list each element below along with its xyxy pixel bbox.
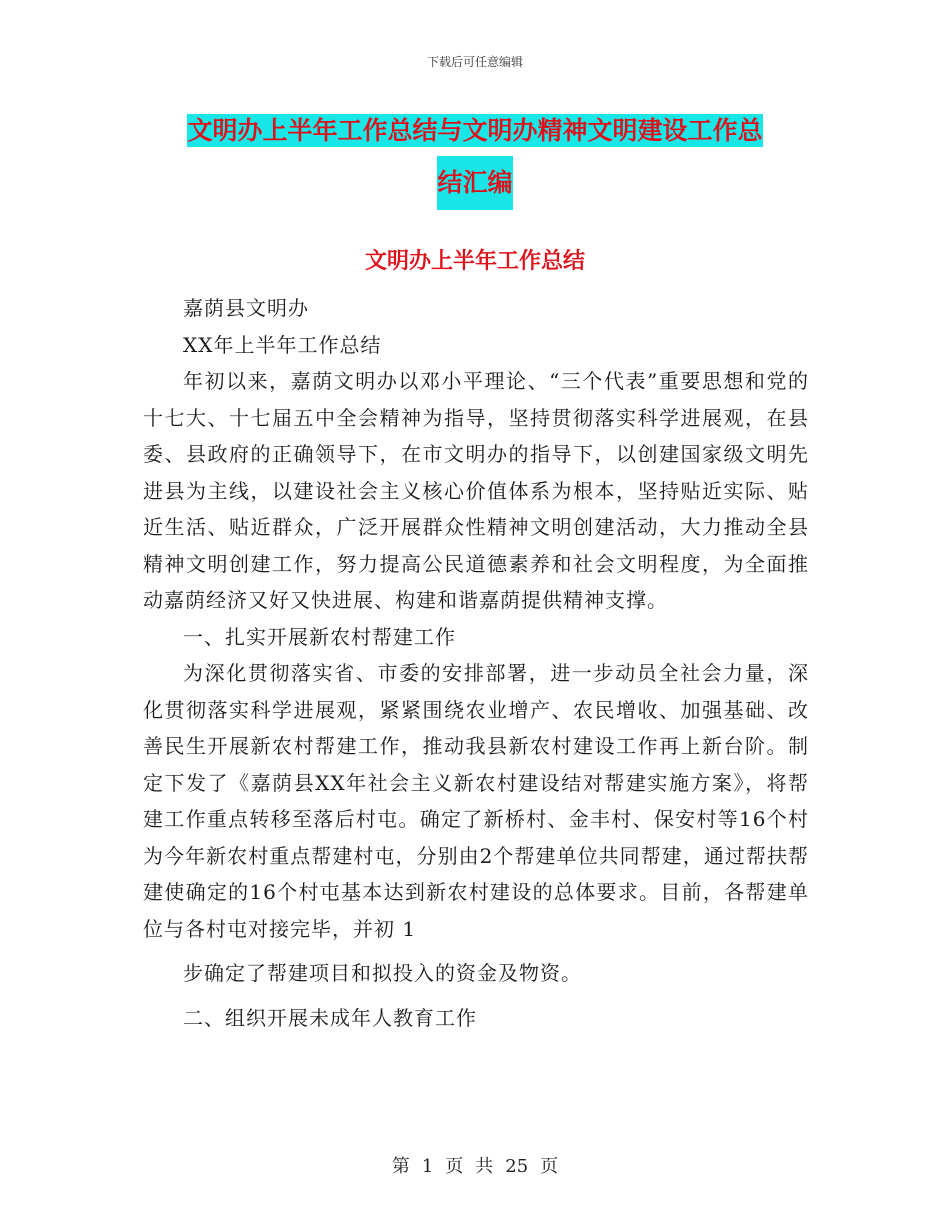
footer-page-label: 页: [445, 1156, 464, 1177]
footer-suffix: 页: [540, 1156, 559, 1177]
footer-prefix: 第: [391, 1156, 410, 1177]
footer-total-label: 共: [475, 1156, 494, 1177]
document-body: [143, 290, 809, 1036]
paragraph-body-1: 为深化贯彻落实省、市委的安排部署，进一步动员全社会力量，深化贯彻落实科学进展观，紧紧围绕农业增产、农民增收、加强基础、改善民生开展新农村帮建工作，推动我县新农村建设工作再上新台阶。制定下发了《嘉荫县XX年社会主义新农村建设结对帮建实施方案》，将帮建工作重点转移至落后村屯。确定了新桥村、金丰村、保安村等16个村为今年新农村重点帮建村屯，分别由2个帮建单位共同帮建，通过帮扶帮建使确定的16个村屯基本达到新农村建设的总体要求。目前，各帮建单位与各村屯对接完毕，并初 1: [143, 661, 809, 941]
paragraph-heading-1: 一、扎实开展新农村帮建工作: [183, 624, 456, 649]
document-title-line2: 结汇编: [437, 156, 512, 210]
document-title: [0, 106, 950, 210]
header-note: 下载后可任意编辑: [426, 55, 523, 69]
paragraph-intro: 年初以来，嘉荫文明办以邓小平理论、“三个代表”重要思想和党的十七大、十七届五中全会精神为指导，坚持贯彻落实科学进展观，在县委、县政府的正确领导下，在市文明办的指导下，以创建国家级文明先进县为主线，以建设社会主义核心价值体系为根本，坚持贴近实际、贴近生活、贴近群众，广泛开展群众性精神文明创建活动，大力推动全县精神文明创建工作，努力提高公民道德素养和社会文明程度，为全面推动嘉荫经济又好又快进展、构建和谐嘉荫提供精神支撑。: [143, 369, 809, 612]
paragraph-subtitle: XX年上半年工作总结: [183, 332, 382, 357]
footer-page-current: 1: [421, 1156, 434, 1177]
paragraph-heading-2: 二、组织开展未成年人教育工作: [183, 1005, 477, 1030]
section-title: 文明办上半年工作总结: [364, 249, 585, 274]
document-title-line1: 文明办上半年工作总结与文明办精神文明建设工作总: [187, 116, 763, 145]
page-footer: [0, 1152, 950, 1178]
paragraph-body-1-continued: 步确定了帮建项目和拟投入的资金及物资。: [183, 961, 582, 985]
paragraph-org: 嘉荫县文明办: [183, 296, 309, 320]
footer-page-total: 25: [505, 1156, 529, 1177]
